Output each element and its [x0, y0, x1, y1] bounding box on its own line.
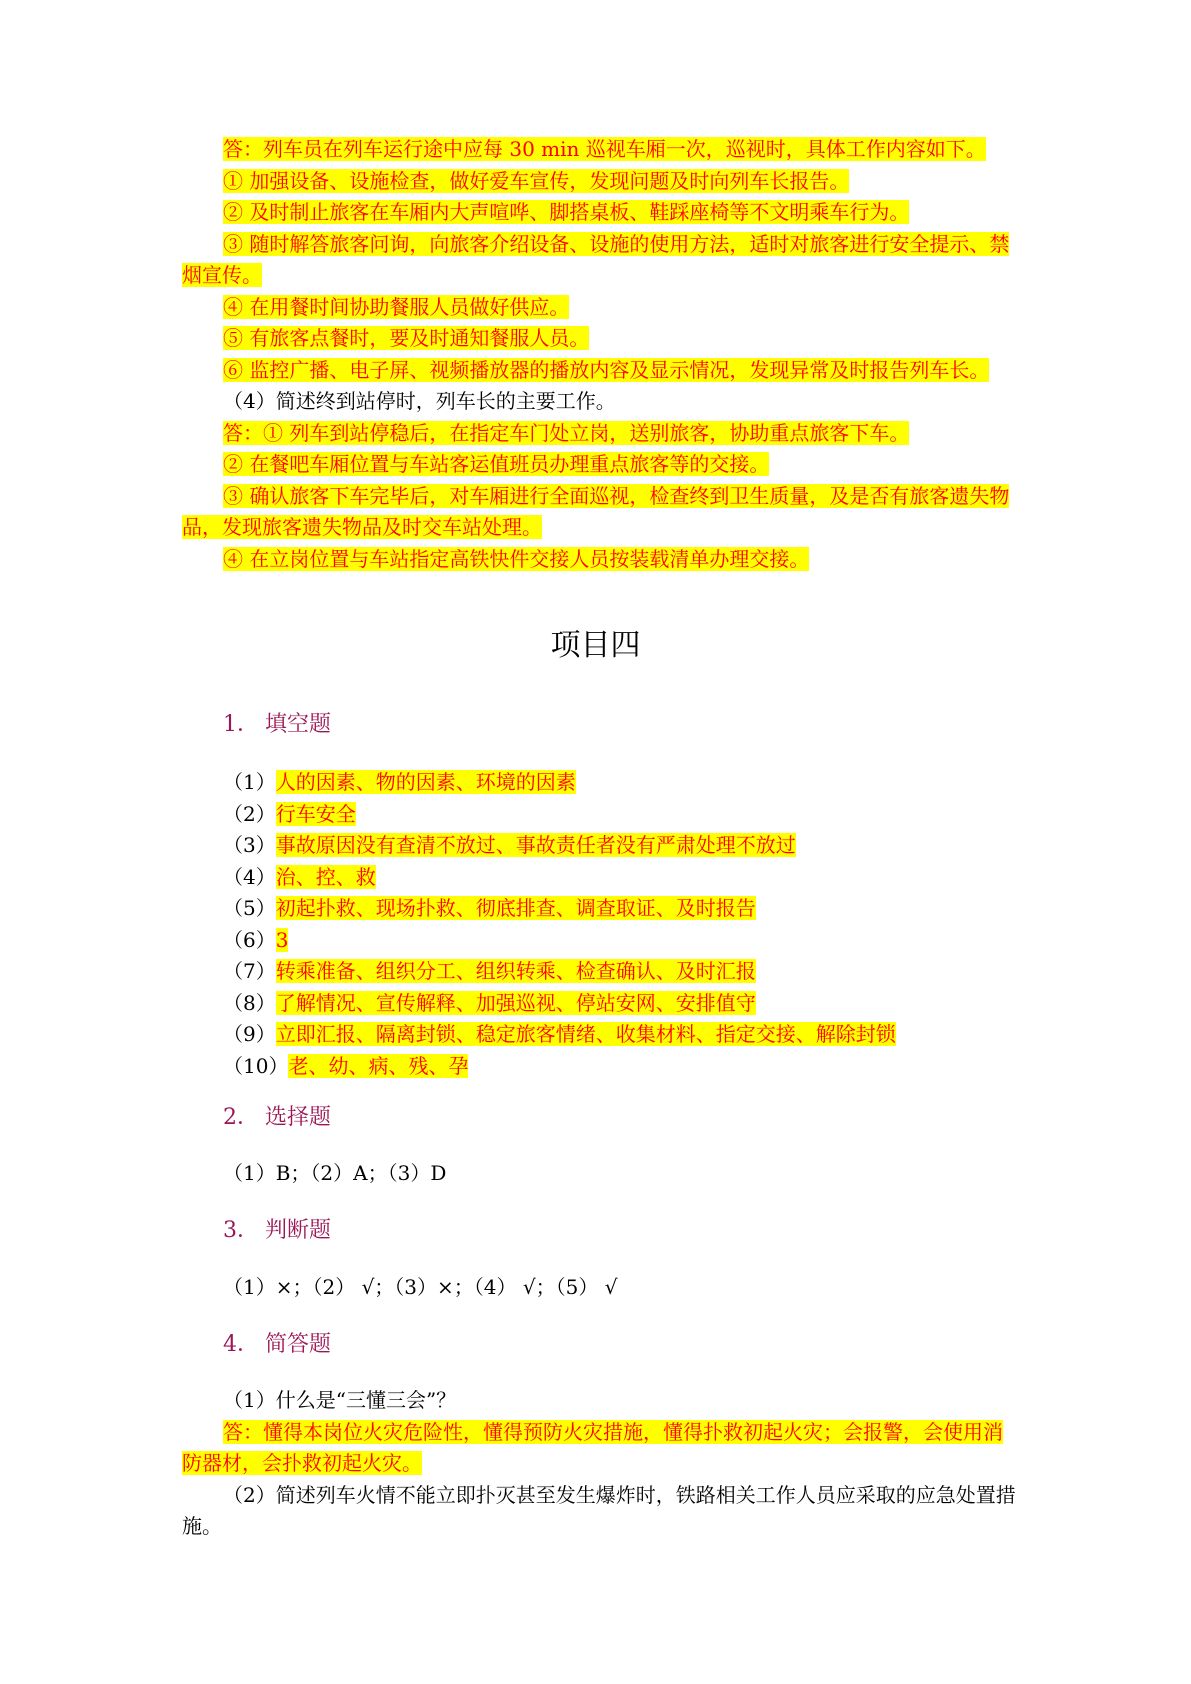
answer-text: 答：列车员在列车运行途中应每 30 min 巡视车厢一次，巡视时，具体工作内容如下。	[223, 137, 986, 161]
list-item	[223, 988, 1023, 1020]
section-number: 1．	[223, 712, 259, 737]
item-number: （6）	[223, 927, 276, 952]
item-answer: 转乘准备、组织分工、组织转乘、检查确认、及时汇报	[275, 959, 756, 983]
item-number: （2）	[223, 801, 276, 826]
answer-line	[182, 449, 1022, 481]
item-number: （3）	[223, 833, 276, 857]
answer-line	[182, 323, 1022, 355]
section-label: 简答题	[265, 1332, 332, 1357]
item-answer: 治、控、救	[275, 864, 376, 889]
question-line: （2）简述列车火情不能立即扑灭甚至发生爆炸时，铁路相关工作人员应采取的应急处置措施。	[182, 1482, 1016, 1538]
section-number: 2．	[223, 1105, 259, 1130]
list-item	[223, 925, 1023, 957]
answer-text: ④ 在立岗位置与车站指定高铁快件交接人员按装载清单办理交接。	[223, 546, 810, 571]
answer-line	[182, 481, 1022, 544]
item-number: （5）	[223, 896, 276, 920]
choice-answers: （1）B；（2）A；（3）D	[223, 1161, 447, 1185]
item-number: （4）	[223, 864, 276, 889]
answer-text: ⑤ 有旅客点餐时，要及时通知餐服人员。	[223, 326, 590, 350]
item-answer: 初起扑救、现场扑救、彻底排查、调查取证、及时报告	[275, 896, 756, 920]
question-line: （4）简述终到站停时，列车长的主要工作。	[223, 389, 616, 413]
page-title: 项目四	[550, 628, 641, 663]
answer-line	[182, 197, 1022, 229]
question-line: （1）什么是“三懂三会”？	[223, 1388, 457, 1412]
answer-text: ④ 在用餐时间协助餐服人员做好供应。	[223, 294, 570, 319]
answer-text: ③ 随时解答旅客问询，向旅客介绍设备、设施的使用方法，适时对旅客进行安全提示、禁烟宣传。	[182, 231, 1010, 287]
answer-line	[182, 418, 1022, 450]
list-item	[223, 830, 1023, 862]
item-answer: 人的因素、物的因素、环境的因素	[275, 770, 576, 794]
answer-line	[182, 1417, 1022, 1480]
list-item	[223, 1019, 1023, 1051]
answer-line	[182, 229, 1022, 292]
section-number: 3．	[223, 1218, 259, 1243]
list-item	[223, 767, 1023, 799]
section-label: 填空题	[265, 712, 332, 737]
answer-text: ② 在餐吧车厢位置与车站客运值班员办理重点旅客等的交接。	[223, 452, 770, 476]
section-heading-fill	[223, 710, 331, 740]
fill-answers-list	[223, 767, 1023, 1082]
answer-text: 答：① 列车到站停稳后，在指定车门处立岗，送别旅客，协助重点旅客下车。	[223, 420, 910, 445]
section-number: 4．	[223, 1332, 259, 1357]
section-heading-judge	[223, 1216, 331, 1246]
item-answer: 立即汇报、隔离封锁、稳定旅客情绪、收集材料、指定交接、解除封锁	[275, 1022, 896, 1046]
list-item	[223, 862, 1023, 894]
answer-line	[182, 544, 1022, 576]
item-answer: 3	[275, 927, 289, 952]
answer-text: ② 及时制止旅客在车厢内大声喧哗、脚搭桌板、鞋踩座椅等不文明乘车行为。	[223, 200, 910, 224]
item-answer: 了解情况、宣传解释、加强巡视、停站安网、安排值守	[275, 990, 756, 1015]
item-number: （7）	[223, 959, 276, 983]
item-number: （1）	[223, 770, 276, 794]
short-answers-block	[182, 1385, 1022, 1543]
list-item	[223, 956, 1023, 988]
answer-line	[182, 292, 1022, 324]
section-label: 选择题	[265, 1105, 332, 1130]
item-answer: 老、幼、病、残、孕	[288, 1053, 469, 1078]
item-number: （10）	[223, 1053, 289, 1078]
section-heading-choice	[223, 1103, 331, 1133]
judge-answers: （1）×；（2） √；（3）×；（4） √；（5） √	[223, 1275, 618, 1299]
list-item	[223, 1051, 1023, 1083]
answer-text: 答：懂得本岗位火灾危险性，懂得预防火灾措施，懂得扑救初起火灾；会报警，会使用消防器材，会扑救初起火灾。	[182, 1419, 1003, 1475]
answer-line	[182, 134, 1022, 166]
section-heading-short	[223, 1330, 331, 1360]
item-answer: 事故原因没有查清不放过、事故责任者没有严肃处理不放过	[275, 833, 796, 857]
item-answer: 行车安全	[275, 801, 356, 826]
list-item	[223, 893, 1023, 925]
answer-line	[182, 166, 1022, 198]
item-number: （8）	[223, 990, 276, 1015]
list-item	[223, 799, 1023, 831]
patrol-answer-block	[182, 134, 1022, 575]
answer-text: ⑥ 监控广播、电子屏、视频播放器的播放内容及显示情况，发现异常及时报告列车长。	[223, 357, 990, 382]
answer-text: ③ 确认旅客下车完毕后，对车厢进行全面巡视，检查终到卫生质量，及是否有旅客遗失物品，发现旅客遗失物品及时交车站处理。	[182, 483, 1010, 539]
answer-text: ① 加强设备、设施检查，做好爱车宣传，发现问题及时向列车长报告。	[223, 168, 850, 193]
item-number: （9）	[223, 1022, 276, 1046]
section-label: 判断题	[265, 1218, 332, 1243]
answer-line	[182, 355, 1022, 387]
